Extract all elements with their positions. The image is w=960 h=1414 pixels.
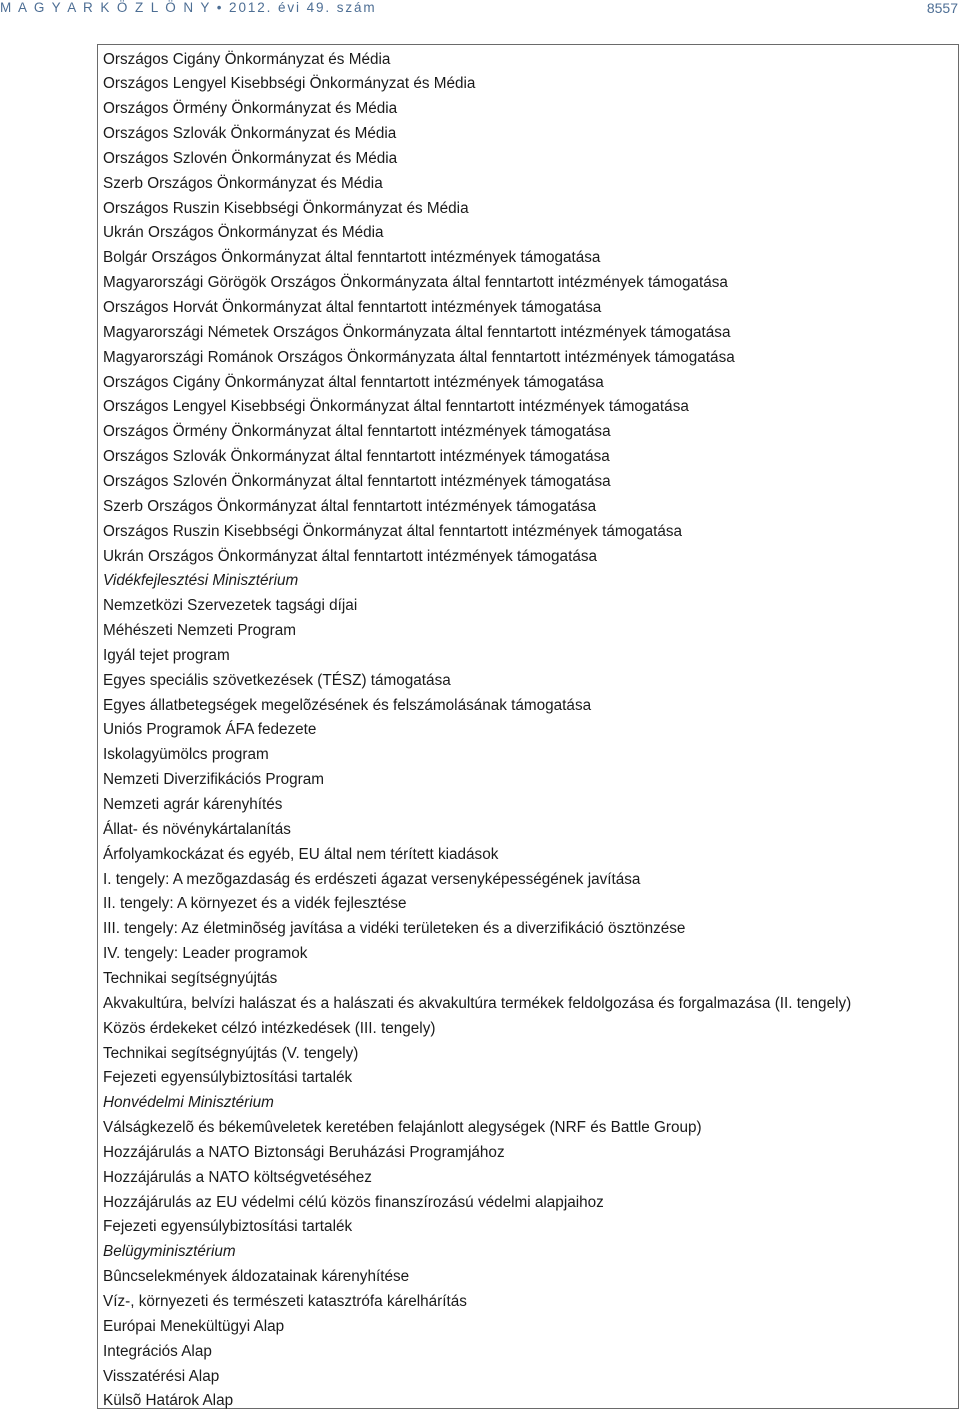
separator-bullet: • xyxy=(216,0,224,15)
table-row: Országos Szlovák Önkormányzat által fenntartott intézmények támogatása xyxy=(103,448,610,466)
table-row: Magyarországi Románok Országos Önkormányzata által fenntartott intézmények támogatása xyxy=(103,348,735,366)
table-row: II. tengely: A környezet és a vidék fejlesztése xyxy=(103,895,407,913)
table-row: Víz-, környezeti és természeti katasztrófa kárelhárítás xyxy=(103,1293,467,1310)
table-row: Országos Ruszin Kisebbségi Önkormányzat által fenntartott intézmények támogatása xyxy=(103,522,683,540)
table-row: Nemzetközi Szervezetek tagsági díjai xyxy=(103,597,358,615)
table-row: Országos Lengyel Kisebbségi Önkormányzat által fenntartott intézmények támogatása xyxy=(103,398,689,416)
table-row: Nemzeti Diverzifikációs Program xyxy=(103,771,325,789)
table-row: Országos Örmény Önkormányzat és Média xyxy=(103,100,398,118)
table-row: Technikai segítségnyújtás xyxy=(103,969,278,987)
table-row: IV. tengely: Leader programok xyxy=(103,945,308,963)
table-row: Bolgár Országos Önkormányzat által fenntartott intézmények támogatása xyxy=(103,249,601,267)
table-row: Közös érdekeket célzó intézkedések (III. tengely) xyxy=(103,1019,436,1037)
table-row: Állat- és növénykártalanítás xyxy=(103,820,291,838)
table-row: Technikai segítségnyújtás (V. tengely) xyxy=(103,1044,359,1062)
table-row: Hozzájárulás a NATO költségvetéséhez xyxy=(103,1168,372,1186)
table-row: Országos Cigány Önkormányzat által fenntartott intézmények támogatása xyxy=(103,373,604,391)
table-row: Egyes speciális szövetkezések (TÉSZ) támogatása xyxy=(103,671,451,689)
table-row: Akvakultúra, belvízi halászat és a halászati és akvakultúra termékek feldolgozása és forgalmazása (II. tengely) xyxy=(103,994,852,1012)
table-row: Országos Cigány Önkormányzat és Média xyxy=(103,50,391,68)
table-row: III. tengely: Az életminõség javítása a vidéki területeken és a diverzifikáció ösztönzése xyxy=(103,920,686,938)
table-row: Magyarországi Németek Országos Önkormányzata által fenntartott intézmények támogatása xyxy=(103,323,731,341)
table-row: Uniós Programok ÁFA fedezete xyxy=(103,721,317,739)
table-row: Országos Ruszin Kisebbségi Önkormányzat és Média xyxy=(103,199,469,217)
table-row: Egyes állatbetegségek megelõzésének és felszámolásának támogatása xyxy=(103,696,592,714)
table-row: Válságkezelõ és békemûveletek keretében felajánlott alegységek (NRF és Battle Group) xyxy=(103,1119,702,1137)
table-row: Ukrán Országos Önkormányzat által fenntartott intézmények támogatása xyxy=(103,547,597,565)
section-heading: Vidékfejlesztési Minisztérium xyxy=(103,572,299,590)
table-row: Országos Szlovén Önkormányzat által fenntartott intézmények támogatása xyxy=(103,472,611,490)
table-row: Országos Horvát Önkormányzat által fenntartott intézmények támogatása xyxy=(103,299,602,316)
table-row: Országos Szlovén Önkormányzat és Média xyxy=(103,149,398,167)
running-head xyxy=(0,0,377,16)
appropriation-list-table xyxy=(97,44,959,1409)
table-row: I. tengely: A mezõgazdaság és erdészeti ágazat versenyképességének javítása xyxy=(103,870,641,888)
table-row: Hozzájárulás az EU védelmi célú közös finanszírozású védelmi alapjaihoz xyxy=(103,1193,604,1211)
table-row: Külsõ Határok Alap xyxy=(103,1392,234,1410)
table-row: Szerb Országos Önkormányzat és Média xyxy=(103,174,383,192)
table-row: Fejezeti egyensúlybiztosítási tartalék xyxy=(103,1218,353,1236)
table-row: Visszatérési Alap xyxy=(103,1367,220,1385)
issue-label: 2012. évi 49. szám xyxy=(229,0,377,15)
table-row: Szerb Országos Önkormányzat által fenntartott intézmények támogatása xyxy=(103,497,597,515)
table-row: Magyarországi Görögök Országos Önkormányzata által fenntartott intézmények támogatása xyxy=(103,274,728,292)
table-row: Iskolagyümölcs program xyxy=(103,746,269,764)
table-row: Országos Lengyel Kisebbségi Önkormányzat és Média xyxy=(103,75,476,93)
table-row: Árfolyamkockázat és egyéb, EU által nem térített kiadások xyxy=(103,845,499,863)
table-row: Hozzájárulás a NATO Biztonsági Beruházási Programjához xyxy=(103,1143,505,1161)
table-row: Ukrán Országos Önkormányzat és Média xyxy=(103,224,384,242)
table-row: Igyál tejet program xyxy=(103,646,230,664)
table-row: Fejezeti egyensúlybiztosítási tartalék xyxy=(103,1069,353,1087)
table-row: Méhészeti Nemzeti Program xyxy=(103,622,296,640)
journal-title: M A G Y A R K Ö Z L Ö N Y xyxy=(0,0,212,15)
table-row: Országos Szlovák Önkormányzat és Média xyxy=(103,125,397,143)
table-row: Nemzeti agrár kárenyhítés xyxy=(103,796,283,813)
table-row: Országos Örmény Önkormányzat által fenntartott intézmények támogatása xyxy=(103,423,611,441)
page-header xyxy=(0,0,960,20)
page-number: 8557 xyxy=(926,0,958,16)
table-row: Integrációs Alap xyxy=(103,1342,212,1360)
table-row: Európai Menekültügyi Alap xyxy=(103,1317,285,1335)
section-heading: Belügyminisztérium xyxy=(103,1243,236,1261)
section-heading: Honvédelmi Minisztérium xyxy=(103,1094,274,1112)
table-row: Bûncselekmények áldozatainak kárenyhítése xyxy=(103,1268,410,1286)
